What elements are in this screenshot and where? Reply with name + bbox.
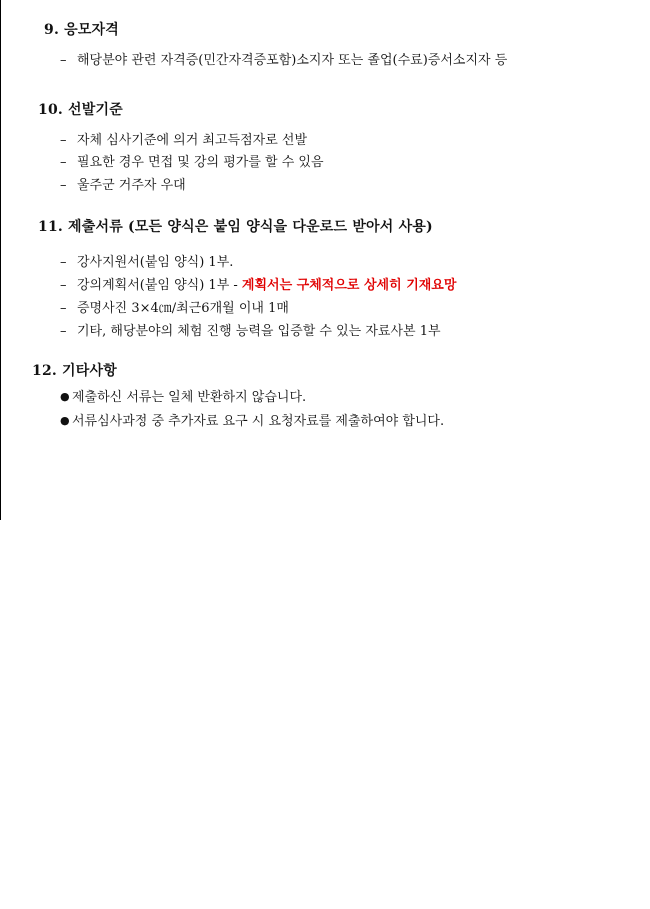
list-item-text: 증명사진 3×4㎝/최근6개월 이내 1매 [77,301,289,316]
list-item-text: 강의계획서(붙임 양식) 1부 - [77,278,242,293]
dash-marker: – [60,178,67,193]
list-item [60,299,289,319]
list-item [60,131,307,151]
list-item [60,412,444,432]
list-item [60,276,456,296]
dash-marker: – [60,155,67,170]
list-item [60,253,233,273]
list-item [60,388,306,408]
list-item [60,51,507,71]
list-item-text: 제출하신 서류는 일체 반환하지 않습니다. [72,390,307,405]
highlight-note: 계획서는 구체적으로 상세히 기재요망 [241,278,457,293]
list-item-text: 필요한 경우 면접 및 강의 평가를 할 수 있음 [77,155,324,170]
list-item-text: 강사지원서(붙임 양식) 1부. [77,255,234,270]
list-item [60,322,441,342]
bullet-marker: ● [60,414,70,427]
section-12-heading: 12. 기타사항 [32,363,117,379]
list-item-text: 서류심사과정 중 추가자료 요구 시 요청자료를 제출하여야 합니다. [72,414,445,429]
list-item-text: 자체 심사기준에 의거 최고득점자로 선발 [77,133,308,148]
list-item-text: 울주군 거주자 우대 [77,178,186,193]
dash-marker: – [60,324,67,339]
list-item-text: 기타, 해당분야의 체험 진행 능력을 입증할 수 있는 자료사본 1부 [77,324,441,339]
section-10-heading: 10. 선발기준 [38,102,123,118]
left-border-rule [0,0,1,520]
dash-marker: – [60,255,67,270]
list-item [60,153,324,173]
dash-marker: – [60,278,67,293]
list-item-text: 해당분야 관련 자격증(민간자격증포함)소지자 또는 졸업(수료)증서소지자 등 [77,53,508,68]
dash-marker: – [60,53,67,68]
section-11-heading: 11. 제출서류 (모든 양식은 붙임 양식을 다운로드 받아서 사용) [38,219,433,235]
list-item [60,176,186,196]
bullet-marker: ● [60,390,70,403]
section-9-heading: 9. 응모자격 [44,22,119,38]
dash-marker: – [60,133,67,148]
dash-marker: – [60,301,67,316]
